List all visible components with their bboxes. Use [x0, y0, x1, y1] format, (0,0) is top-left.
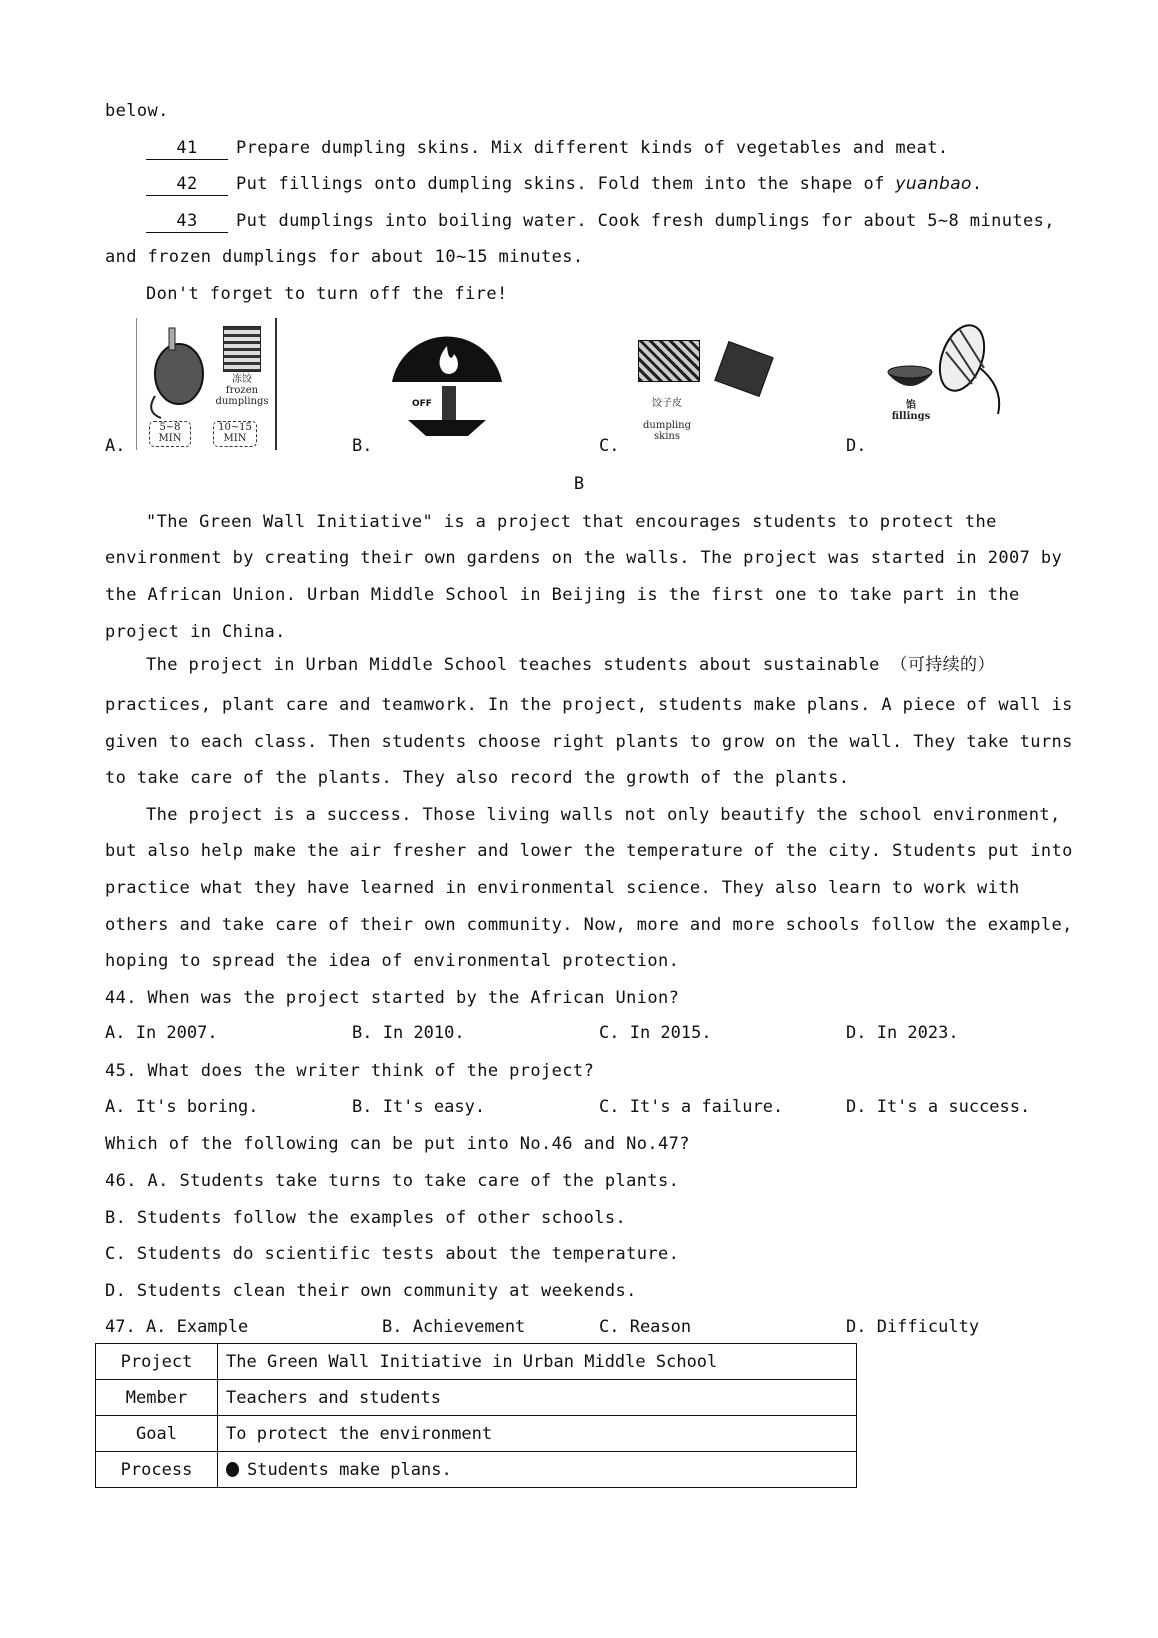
q44-option-d[interactable]: D. In 2023.	[846, 1023, 959, 1043]
q46-option-d[interactable]: D. Students clean their own community at weekends.	[105, 1281, 637, 1301]
step-43	[146, 210, 1055, 233]
q47-option-b[interactable]: B. Achievement	[382, 1317, 526, 1337]
step-42	[146, 173, 982, 196]
passage-line: practices, plant care and teamwork. In the project, students make plans. A piece of wall is	[105, 695, 1073, 715]
q44-option-b[interactable]: B. In 2010.	[352, 1023, 465, 1043]
answer-blank-41[interactable]: 41	[146, 137, 228, 160]
passage-line: others and take care of their own community. Now, more and more schools follow the example,	[105, 915, 1073, 935]
row-key-member: Member	[96, 1380, 218, 1416]
table-row	[96, 1452, 857, 1488]
frozen-dumplings-icon	[223, 326, 261, 372]
timer-frozen: 10~15 MIN	[213, 421, 257, 447]
bullet-icon	[226, 1462, 239, 1477]
row-key-goal: Goal	[96, 1416, 218, 1452]
passage-line: to take care of the plants. They also record the growth of the plants.	[105, 768, 850, 788]
question-45-stem: 45. What does the writer think of the project?	[105, 1061, 595, 1081]
table-row	[96, 1416, 857, 1452]
passage-line: given to each class. Then students choose right plants to grow on the wall. They take turns	[105, 732, 1073, 752]
passage-line: environment by creating their own gardens on the walls. The project was started in 2007 by	[105, 548, 1063, 568]
row-value-member: Teachers and students	[218, 1380, 857, 1416]
frozen-caption-en-1: frozen	[225, 385, 259, 396]
rolling-skin-icon	[714, 341, 773, 397]
turn-off-fire-image	[388, 320, 506, 440]
row-key-process: Process	[96, 1452, 218, 1488]
step-41-text: Prepare dumpling skins. Mix different kinds of vegetables and meat.	[236, 138, 949, 158]
step-42-text: Put fillings onto dumpling skins. Fold them into the shape of	[236, 174, 896, 194]
row-key-project: Project	[96, 1344, 218, 1380]
q46-option-a[interactable]: 46. A. Students take turns to take care of the plants.	[105, 1171, 680, 1191]
passage-line: project in China.	[105, 622, 286, 642]
frozen-caption-cn: 冻饺	[232, 374, 252, 385]
q45-option-a[interactable]: A. It's boring.	[105, 1097, 259, 1117]
intro-tail: below.	[105, 101, 169, 121]
q44-option-a[interactable]: A. In 2007.	[105, 1023, 218, 1043]
process-step-text: Students make plans.	[247, 1459, 452, 1480]
svg-text:OFF: OFF	[412, 399, 432, 409]
q47-option-d[interactable]: D. Difficulty	[846, 1317, 980, 1337]
q45-option-b[interactable]: B. It's easy.	[352, 1097, 486, 1117]
fillings-caption-cn: 馅	[906, 400, 916, 411]
passage-line: the African Union. Urban Middle School in Beijing is the first one to take part in the	[105, 585, 1020, 605]
q45-option-c[interactable]: C. It's a failure.	[599, 1097, 784, 1117]
row-value-process	[218, 1452, 857, 1488]
skins-caption-en-1: dumpling	[643, 420, 691, 431]
passage-line: but also help make the air fresher and lower the temperature of the city. Students put into	[105, 841, 1073, 861]
boiling-dumplings-image	[136, 318, 277, 450]
reminder: Don't forget to turn off the fire!	[146, 284, 508, 304]
picture-option-a-label: A.	[105, 436, 126, 456]
q45-option-d[interactable]: D. It's a success.	[846, 1097, 1031, 1117]
section-label: B	[573, 474, 585, 494]
fire-off-icon	[388, 320, 506, 440]
fillings-caption-en: fillings	[891, 411, 931, 422]
skins-caption-cn: 饺子皮	[652, 398, 682, 409]
table-row	[96, 1344, 857, 1380]
passage-line: practice what they have learned in environmental science. They also learn to work with	[105, 878, 1020, 898]
picture-option-c-label: C.	[599, 436, 620, 456]
dumpling-skins-image	[632, 318, 792, 450]
passage-line: hoping to spread the idea of environmental protection.	[105, 951, 680, 971]
fillings-image	[880, 318, 1010, 448]
row-value-project: The Green Wall Initiative in Urban Middle School	[218, 1344, 857, 1380]
question-44-stem: 44. When was the project started by the African Union?	[105, 988, 680, 1008]
frozen-caption-en-2: dumplings	[215, 396, 269, 407]
q44-option-c[interactable]: C. In 2015.	[599, 1023, 712, 1043]
step-43-text: Put dumplings into boiling water. Cook fresh dumplings for about 5~8 minutes,	[236, 211, 1055, 231]
q47-option-c[interactable]: C. Reason	[599, 1317, 692, 1337]
kneading-board-icon	[638, 340, 700, 382]
row-value-goal: To protect the environment	[218, 1416, 857, 1452]
picture-option-b-label: B.	[352, 436, 373, 456]
q47-option-a[interactable]: 47. A. Example	[105, 1317, 249, 1337]
timer-fresh: 5~8 MIN	[149, 421, 191, 447]
step-42-period: .	[971, 174, 983, 194]
answer-blank-42[interactable]: 42	[146, 173, 228, 196]
q46-option-c[interactable]: C. Students do scientific tests about the temperature.	[105, 1244, 680, 1264]
picture-option-d-label: D.	[846, 436, 867, 456]
dumpling-pot-icon	[141, 326, 211, 421]
step-42-italic-term: yuanbao	[895, 174, 972, 194]
summary-table	[95, 1343, 857, 1488]
table-row	[96, 1380, 857, 1416]
q46-47-prompt: Which of the following can be put into No.46 and No.47?	[105, 1134, 690, 1154]
passage-line: The project in Urban Middle School teaches students about sustainable （可持续的）	[146, 655, 995, 675]
passage-line: "The Green Wall Initiative" is a project that encourages students to protect the	[146, 512, 997, 532]
skins-caption-en-2: skins	[654, 431, 680, 442]
passage-line: The project is a success. Those living walls not only beautify the school environment,	[146, 805, 1061, 825]
step-41	[146, 137, 949, 160]
q46-option-b[interactable]: B. Students follow the examples of other schools.	[105, 1208, 627, 1228]
answer-blank-43[interactable]: 43	[146, 210, 228, 233]
step-43-continued: and frozen dumplings for about 10~15 minutes.	[105, 247, 584, 267]
